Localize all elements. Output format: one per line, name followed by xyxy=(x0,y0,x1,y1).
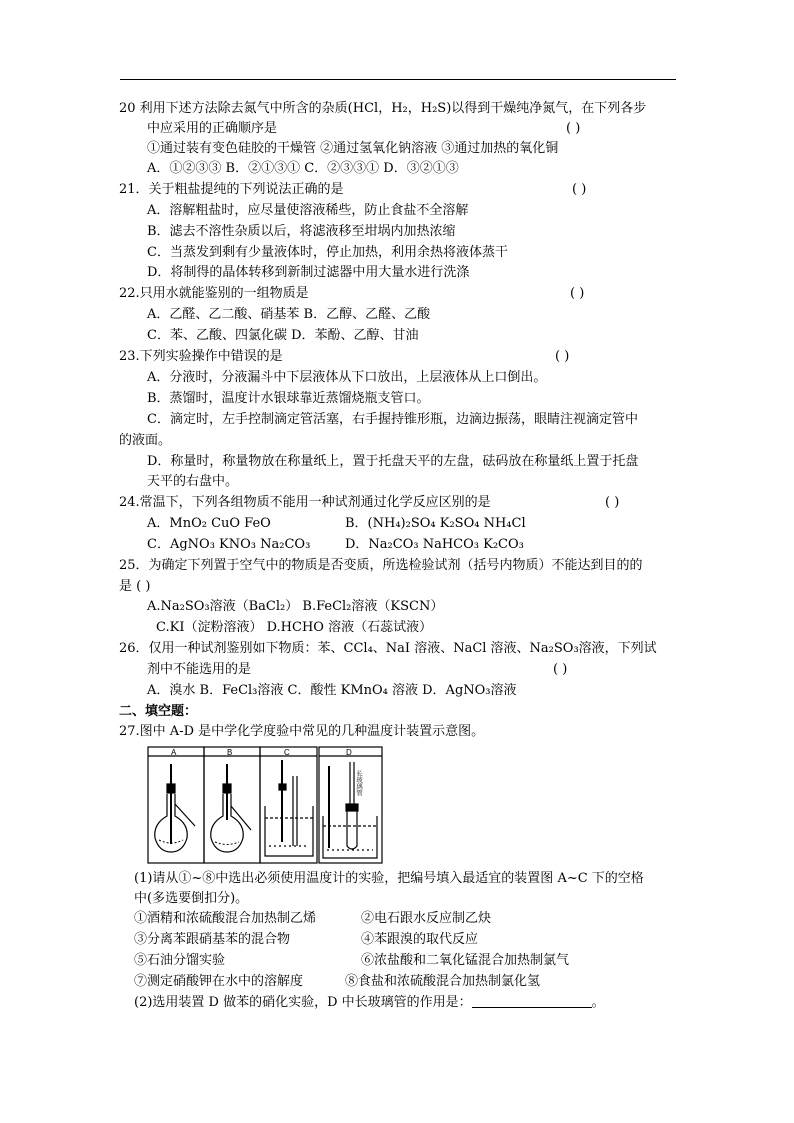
q23-option-d-cont: 天平的右盘中。 xyxy=(147,474,239,489)
q27-part1: (1)请从①~⑧中选出必须使用温度计的实验，把编号填入最适宜的装置图 A~C 下的空格 xyxy=(134,871,644,886)
q27-item-8: ⑧食盐和浓硫酸混合加热制氯化氢 xyxy=(345,974,541,989)
q23-option-c-cont: 的液面。 xyxy=(119,433,172,448)
q25-stem: 25．为确定下列置于空气中的物质是否变质，所选检验试剂（括号内物质）不能达到目的的 xyxy=(119,558,643,573)
q27-item-2: ②电石跟水反应制乙炔 xyxy=(361,911,492,926)
q27-part1-cont: 中(多选要倒扣分)。 xyxy=(134,891,249,906)
q23-option-d: D．称量时，称量物放在称量纸上，置于托盘天平的左盘，砝码放在称量纸上置于托盘 xyxy=(147,454,639,469)
apparatus-b-flask xyxy=(211,764,251,852)
q25-options-cd: C.KI（淀粉溶液） D.HCHO 溶液（石蕊试液） xyxy=(156,620,433,635)
figure-label-d: D xyxy=(346,748,352,757)
q21-answer-paren: ( ) xyxy=(572,182,587,197)
q24-option-a: A．MnO₂ CuO FeO xyxy=(147,516,271,531)
q27-part2-answer-blank[interactable] xyxy=(472,995,592,1008)
q20-stem-2: 中应采用的正确顺序是 xyxy=(147,121,278,136)
section-fill-in-heading: 二、填空题： xyxy=(119,704,198,719)
q24-option-b: B．(NH₄)₂SO₄ K₂SO₄ NH₄Cl xyxy=(345,516,526,531)
q21-option-a: A．溶解粗盐时，应尽量使溶液稀些，防止食盐不全溶解 xyxy=(147,203,469,218)
figure-label-b: B xyxy=(227,748,233,757)
figure-label-long-glass-tube: 长玻璃管 xyxy=(355,770,363,796)
q21-option-c: C．当蒸发到剩有少量液体时，停止加热，利用余热将液体蒸干 xyxy=(147,245,508,260)
q23-answer-paren: ( ) xyxy=(555,349,570,364)
thermometer-apparatus-figure xyxy=(147,746,383,864)
header-rule xyxy=(120,79,676,80)
apparatus-d-nitration-setup xyxy=(323,762,377,858)
figure-label-a: A xyxy=(171,748,177,757)
q26-stem-2: 剂中不能选用的是 xyxy=(147,662,252,677)
q20-answer-paren: ( ) xyxy=(566,121,581,136)
q23-option-a: A．分液时，分液漏斗中下层液体从下口放出，上层液体从上口倒出。 xyxy=(147,370,547,385)
apparatus-c-water-bath xyxy=(265,760,313,856)
q27-item-5: ⑤石油分馏实验 xyxy=(134,953,226,968)
q26-options: A．溴水 B．FeCl₃溶液 C．酸性 KMnO₄ 溶液 D．AgNO₃溶液 xyxy=(147,683,517,698)
q27-part2-text: (2)选用装置 D 做苯的硝化实验，D 中长玻璃管的作用是： xyxy=(134,995,472,1010)
q21-stem: 21．关于粗盐提纯的下列说法正确的是 xyxy=(119,182,344,197)
q20-stem: 20 利用下述方法除去氮气中所含的杂质(HCl，H₂，H₂S)以得到干燥纯净氮气，在下列各步 xyxy=(119,101,647,116)
q21-option-b: B．滤去不溶性杂质以后，将滤液移至坩埚内加热浓缩 xyxy=(147,224,456,239)
figure-label-c: C xyxy=(284,748,290,757)
q23-stem: 23.下列实验操作中错误的是 xyxy=(119,349,283,364)
q27-part2-end: 。 xyxy=(591,995,605,1010)
q22-stem: 22.只用水就能鉴别的一组物质是 xyxy=(119,286,309,301)
q22-options-cd: C．苯、乙酸、四氯化碳 D．苯酚、乙醇、甘油 xyxy=(147,328,419,343)
q20-methods: ①通过装有变色硅胶的干燥管 ②通过氢氧化钠溶液 ③通过加热的氧化铜 xyxy=(147,141,559,156)
q27-item-4: ④苯跟溴的取代反应 xyxy=(361,932,479,947)
q20-options: A．①②③③ B．②①③① C．②③③① D．③②①③ xyxy=(147,161,459,176)
q23-option-c: C．滴定时，左手控制滴定管活塞，右手握持锥形瓶，边滴边振荡，眼睛注视滴定管中 xyxy=(147,412,638,427)
q27-item-6: ⑥浓盐酸和二氧化锰混合加热制氯气 xyxy=(361,953,570,968)
q27-stem: 27.图中 A-D 是中学化学度验中常见的几种温度计装置示意图。 xyxy=(119,724,485,739)
q27-item-3: ③分离苯跟硝基苯的混合物 xyxy=(134,932,291,947)
q27-part2 xyxy=(134,994,605,1012)
q23-option-b: B．蒸馏时，温度计水银球靠近蒸馏烧瓶支管口。 xyxy=(147,391,430,406)
q21-option-d: D．将制得的晶体转移到新制过滤器中用大量水进行洗涤 xyxy=(147,265,470,280)
q26-stem: 26．仅用一种试剂鉴别如下物质：苯、CCl₄、NaI 溶液、NaCl 溶液、Na₂SO₃溶液，下列试 xyxy=(119,641,657,656)
q26-answer-paren: ( ) xyxy=(553,662,568,677)
q24-option-d: D．Na₂CO₃ NaHCO₃ K₂CO₃ xyxy=(345,537,524,552)
q27-item-7: ⑦测定硝酸钾在水中的溶解度 xyxy=(134,974,304,989)
q24-stem: 24.常温下，下列各组物质不能用一种试剂通过化学反应区别的是 xyxy=(119,495,491,510)
q24-answer-paren: ( ) xyxy=(605,495,620,510)
q22-answer-paren: ( ) xyxy=(570,286,585,301)
q25-options-ab: A.Na₂SO₃溶液（BaCl₂） B.FeCl₂溶液（KSCN） xyxy=(147,599,444,614)
q27-item-1: ①酒精和浓硫酸混合加热制乙烯 xyxy=(134,911,317,926)
q24-option-c: C．AgNO₃ KNO₃ Na₂CO₃ xyxy=(147,537,311,552)
q25-stem-2: 是 ( ) xyxy=(119,579,151,594)
q22-options-ab: A．乙醛、乙二酸、硝基苯 B．乙醇、乙醛、乙酸 xyxy=(147,307,431,322)
apparatus-a-flask xyxy=(155,764,195,852)
